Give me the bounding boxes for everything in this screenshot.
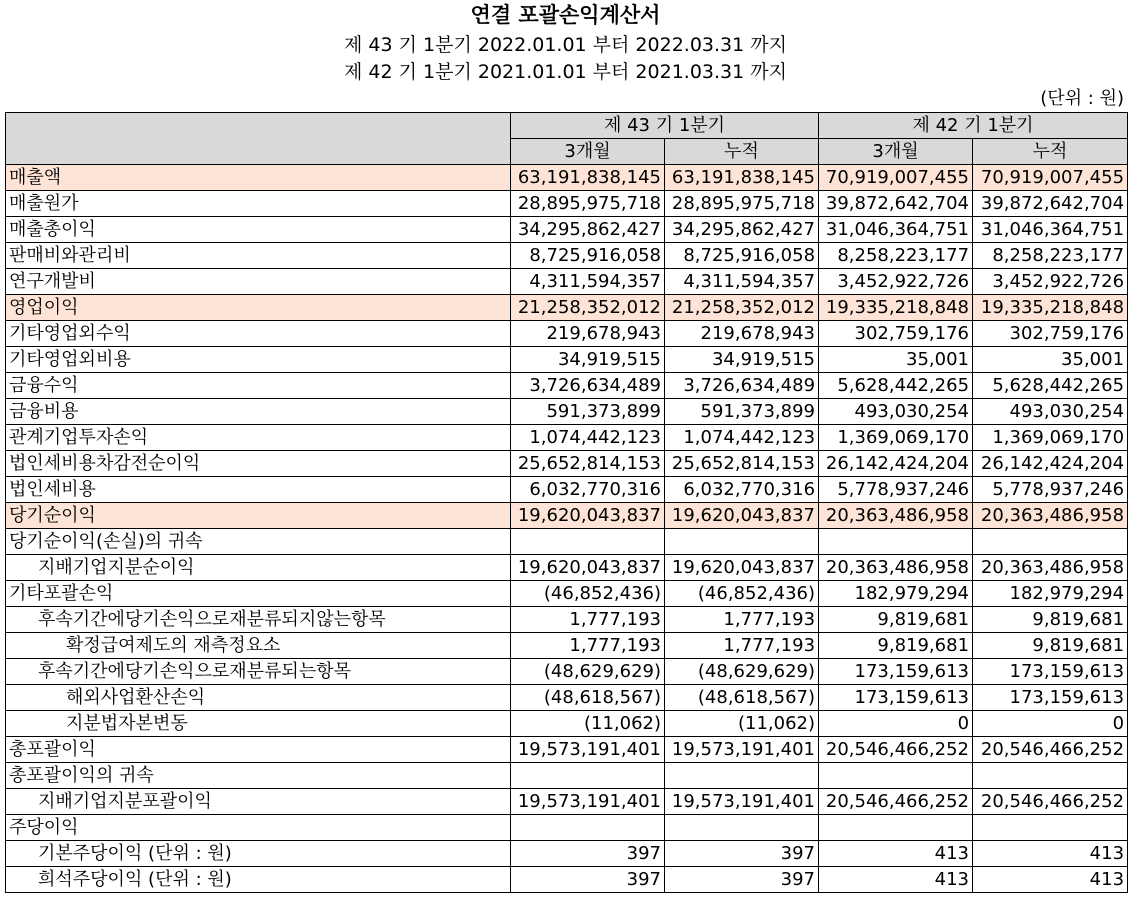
value-current-cumulative: 1,777,193 <box>665 607 819 633</box>
table-body <box>6 165 1128 893</box>
value-current-cumulative <box>665 763 819 789</box>
value-current-cumulative: 34,295,862,427 <box>665 217 819 243</box>
value-prior-3m: 493,030,254 <box>819 399 973 425</box>
row-label: 연구개발비 <box>6 269 511 295</box>
row-label: 관계기업투자손익 <box>6 425 511 451</box>
value-prior-3m: 173,159,613 <box>819 659 973 685</box>
table-row <box>6 867 1128 893</box>
row-label: 지배기업지분포괄이익 <box>6 789 511 815</box>
header-period-current: 제 43 기 1분기 <box>511 113 819 139</box>
value-current-3m: (48,618,567) <box>511 685 665 711</box>
value-prior-3m: 20,363,486,958 <box>819 503 973 529</box>
value-prior-cumulative: 20,363,486,958 <box>973 555 1128 581</box>
value-prior-3m: 5,628,442,265 <box>819 373 973 399</box>
value-current-3m: 28,895,975,718 <box>511 191 665 217</box>
period-prior: 제 42 기 1분기 2021.01.01 부터 2021.03.31 까지 <box>344 61 787 83</box>
value-prior-3m: 413 <box>819 841 973 867</box>
value-prior-3m: 20,363,486,958 <box>819 555 973 581</box>
value-current-cumulative: 19,620,043,837 <box>665 555 819 581</box>
value-prior-cumulative: 20,363,486,958 <box>973 503 1128 529</box>
value-prior-3m <box>819 529 973 555</box>
header-period-prior: 제 42 기 1분기 <box>819 113 1128 139</box>
value-current-3m <box>511 529 665 555</box>
value-current-cumulative: 34,919,515 <box>665 347 819 373</box>
header-row-periods <box>6 113 1128 139</box>
value-current-cumulative: 397 <box>665 841 819 867</box>
value-prior-cumulative: 302,759,176 <box>973 321 1128 347</box>
value-prior-3m: 173,159,613 <box>819 685 973 711</box>
row-label: 총포괄이익 <box>6 737 511 763</box>
value-current-3m: 34,919,515 <box>511 347 665 373</box>
table-row <box>6 425 1128 451</box>
value-prior-3m: 19,335,218,848 <box>819 295 973 321</box>
value-current-3m: 8,725,916,058 <box>511 243 665 269</box>
value-prior-cumulative: 19,335,218,848 <box>973 295 1128 321</box>
value-current-3m: 19,573,191,401 <box>511 737 665 763</box>
value-prior-cumulative: 39,872,642,704 <box>973 191 1128 217</box>
value-current-cumulative: 19,573,191,401 <box>665 789 819 815</box>
income-statement-table <box>5 112 1128 893</box>
value-prior-cumulative: 8,258,223,177 <box>973 243 1128 269</box>
value-prior-cumulative: 173,159,613 <box>973 685 1128 711</box>
value-current-cumulative: 1,777,193 <box>665 633 819 659</box>
value-prior-cumulative: 1,369,069,170 <box>973 425 1128 451</box>
value-current-cumulative: 3,726,634,489 <box>665 373 819 399</box>
row-label: 지배기업지분순이익 <box>6 555 511 581</box>
row-label: 매출총이익 <box>6 217 511 243</box>
row-label: 지분법자본변동 <box>6 711 511 737</box>
value-prior-cumulative: 493,030,254 <box>973 399 1128 425</box>
value-current-3m <box>511 763 665 789</box>
table-row <box>6 321 1128 347</box>
row-label: 기본주당이익 (단위 : 원) <box>6 841 511 867</box>
table-row <box>6 659 1128 685</box>
value-prior-3m: 302,759,176 <box>819 321 973 347</box>
header-current-cumulative: 누적 <box>665 139 819 165</box>
value-prior-cumulative: 35,001 <box>973 347 1128 373</box>
row-label: 기타포괄손익 <box>6 581 511 607</box>
value-current-cumulative: 591,373,899 <box>665 399 819 425</box>
value-current-3m <box>511 815 665 841</box>
value-current-3m: 25,652,814,153 <box>511 451 665 477</box>
value-prior-cumulative: 20,546,466,252 <box>973 737 1128 763</box>
value-prior-cumulative: 0 <box>973 711 1128 737</box>
value-current-3m: 219,678,943 <box>511 321 665 347</box>
table-row <box>6 581 1128 607</box>
value-prior-3m: 9,819,681 <box>819 633 973 659</box>
value-prior-3m: 20,546,466,252 <box>819 789 973 815</box>
row-label: 해외사업환산손익 <box>6 685 511 711</box>
row-label: 매출원가 <box>6 191 511 217</box>
value-current-3m: 397 <box>511 867 665 893</box>
value-prior-3m: 39,872,642,704 <box>819 191 973 217</box>
value-prior-cumulative: 20,546,466,252 <box>973 789 1128 815</box>
header-blank-cell <box>6 113 511 165</box>
value-prior-cumulative: 70,919,007,455 <box>973 165 1128 191</box>
table-row <box>6 633 1128 659</box>
value-prior-3m: 9,819,681 <box>819 607 973 633</box>
value-prior-3m: 0 <box>819 711 973 737</box>
table-row <box>6 477 1128 503</box>
value-current-3m: (48,629,629) <box>511 659 665 685</box>
value-prior-cumulative: 5,778,937,246 <box>973 477 1128 503</box>
value-current-3m: 19,620,043,837 <box>511 555 665 581</box>
statement-title: 연결 포괄손익계산서 <box>470 3 661 27</box>
header-prior-3m: 3개월 <box>819 139 973 165</box>
table-row <box>6 789 1128 815</box>
value-current-cumulative: 1,074,442,123 <box>665 425 819 451</box>
value-current-cumulative: (48,629,629) <box>665 659 819 685</box>
value-current-3m: 1,777,193 <box>511 607 665 633</box>
table-row <box>6 191 1128 217</box>
value-current-3m: 397 <box>511 841 665 867</box>
value-prior-cumulative: 5,628,442,265 <box>973 373 1128 399</box>
value-prior-cumulative: 26,142,424,204 <box>973 451 1128 477</box>
row-label: 확정급여제도의 재측정요소 <box>6 633 511 659</box>
value-current-3m: (46,852,436) <box>511 581 665 607</box>
value-current-cumulative: (48,618,567) <box>665 685 819 711</box>
value-current-3m: 6,032,770,316 <box>511 477 665 503</box>
row-label: 금융수익 <box>6 373 511 399</box>
value-current-3m: 591,373,899 <box>511 399 665 425</box>
value-current-cumulative: 21,258,352,012 <box>665 295 819 321</box>
row-label: 총포괄이익의 귀속 <box>6 763 511 789</box>
table-row <box>6 243 1128 269</box>
value-prior-3m: 31,046,364,751 <box>819 217 973 243</box>
value-current-3m: 34,295,862,427 <box>511 217 665 243</box>
value-prior-cumulative: 413 <box>973 867 1128 893</box>
value-current-cumulative: 397 <box>665 867 819 893</box>
table-row <box>6 685 1128 711</box>
header-current-3m: 3개월 <box>511 139 665 165</box>
value-prior-3m: 35,001 <box>819 347 973 373</box>
value-current-cumulative <box>665 815 819 841</box>
table-row <box>6 295 1128 321</box>
value-current-cumulative: (11,062) <box>665 711 819 737</box>
table-row <box>6 815 1128 841</box>
value-current-cumulative: 25,652,814,153 <box>665 451 819 477</box>
row-label: 후속기간에당기손익으로재분류되는항목 <box>6 659 511 685</box>
value-prior-cumulative: 31,046,364,751 <box>973 217 1128 243</box>
value-prior-3m: 20,546,466,252 <box>819 737 973 763</box>
value-current-3m: 1,074,442,123 <box>511 425 665 451</box>
row-label: 금융비용 <box>6 399 511 425</box>
row-label: 영업이익 <box>6 295 511 321</box>
row-label: 후속기간에당기손익으로재분류되지않는항목 <box>6 607 511 633</box>
table-row <box>6 711 1128 737</box>
value-current-cumulative: 4,311,594,357 <box>665 269 819 295</box>
row-label: 희석주당이익 (단위 : 원) <box>6 867 511 893</box>
value-current-3m: 21,258,352,012 <box>511 295 665 321</box>
table-row <box>6 555 1128 581</box>
row-label: 주당이익 <box>6 815 511 841</box>
value-prior-cumulative: 173,159,613 <box>973 659 1128 685</box>
table-row <box>6 607 1128 633</box>
table-row <box>6 399 1128 425</box>
table-row <box>6 737 1128 763</box>
table-row <box>6 269 1128 295</box>
value-current-cumulative: 219,678,943 <box>665 321 819 347</box>
row-label: 법인세비용차감전순이익 <box>6 451 511 477</box>
header-prior-cumulative: 누적 <box>973 139 1128 165</box>
row-label: 당기순이익 <box>6 503 511 529</box>
value-current-cumulative: (46,852,436) <box>665 581 819 607</box>
value-current-cumulative: 19,573,191,401 <box>665 737 819 763</box>
row-label: 당기순이익(손실)의 귀속 <box>6 529 511 555</box>
value-current-cumulative: 19,620,043,837 <box>665 503 819 529</box>
table-header <box>6 113 1128 165</box>
value-current-3m: 19,620,043,837 <box>511 503 665 529</box>
table-row <box>6 165 1128 191</box>
value-prior-3m: 26,142,424,204 <box>819 451 973 477</box>
value-current-3m: 19,573,191,401 <box>511 789 665 815</box>
value-current-3m: (11,062) <box>511 711 665 737</box>
period-current: 제 43 기 1분기 2022.01.01 부터 2022.03.31 까지 <box>344 34 787 56</box>
value-prior-cumulative <box>973 763 1128 789</box>
unit-label: (단위 : 원) <box>1040 88 1124 109</box>
table-row <box>6 373 1128 399</box>
row-label: 기타영업외비용 <box>6 347 511 373</box>
value-current-3m: 4,311,594,357 <box>511 269 665 295</box>
value-prior-3m: 70,919,007,455 <box>819 165 973 191</box>
table-row <box>6 451 1128 477</box>
value-prior-3m: 182,979,294 <box>819 581 973 607</box>
row-label: 매출액 <box>6 165 511 191</box>
value-prior-cumulative: 3,452,922,726 <box>973 269 1128 295</box>
table-row <box>6 347 1128 373</box>
value-current-cumulative <box>665 529 819 555</box>
value-current-cumulative: 28,895,975,718 <box>665 191 819 217</box>
value-prior-3m: 3,452,922,726 <box>819 269 973 295</box>
value-current-cumulative: 63,191,838,145 <box>665 165 819 191</box>
value-prior-cumulative: 9,819,681 <box>973 607 1128 633</box>
table-row <box>6 503 1128 529</box>
table-row <box>6 763 1128 789</box>
table-row <box>6 529 1128 555</box>
table-row <box>6 217 1128 243</box>
value-prior-cumulative: 413 <box>973 841 1128 867</box>
value-prior-3m <box>819 763 973 789</box>
value-prior-3m: 5,778,937,246 <box>819 477 973 503</box>
value-current-3m: 1,777,193 <box>511 633 665 659</box>
value-prior-cumulative <box>973 815 1128 841</box>
value-prior-3m: 413 <box>819 867 973 893</box>
row-label: 판매비와관리비 <box>6 243 511 269</box>
value-current-3m: 3,726,634,489 <box>511 373 665 399</box>
value-prior-cumulative: 9,819,681 <box>973 633 1128 659</box>
value-prior-3m <box>819 815 973 841</box>
row-label: 기타영업외수익 <box>6 321 511 347</box>
table-row <box>6 841 1128 867</box>
value-current-cumulative: 6,032,770,316 <box>665 477 819 503</box>
value-prior-cumulative: 182,979,294 <box>973 581 1128 607</box>
value-prior-cumulative <box>973 529 1128 555</box>
value-current-3m: 63,191,838,145 <box>511 165 665 191</box>
value-prior-3m: 1,369,069,170 <box>819 425 973 451</box>
row-label: 법인세비용 <box>6 477 511 503</box>
value-prior-3m: 8,258,223,177 <box>819 243 973 269</box>
value-current-cumulative: 8,725,916,058 <box>665 243 819 269</box>
